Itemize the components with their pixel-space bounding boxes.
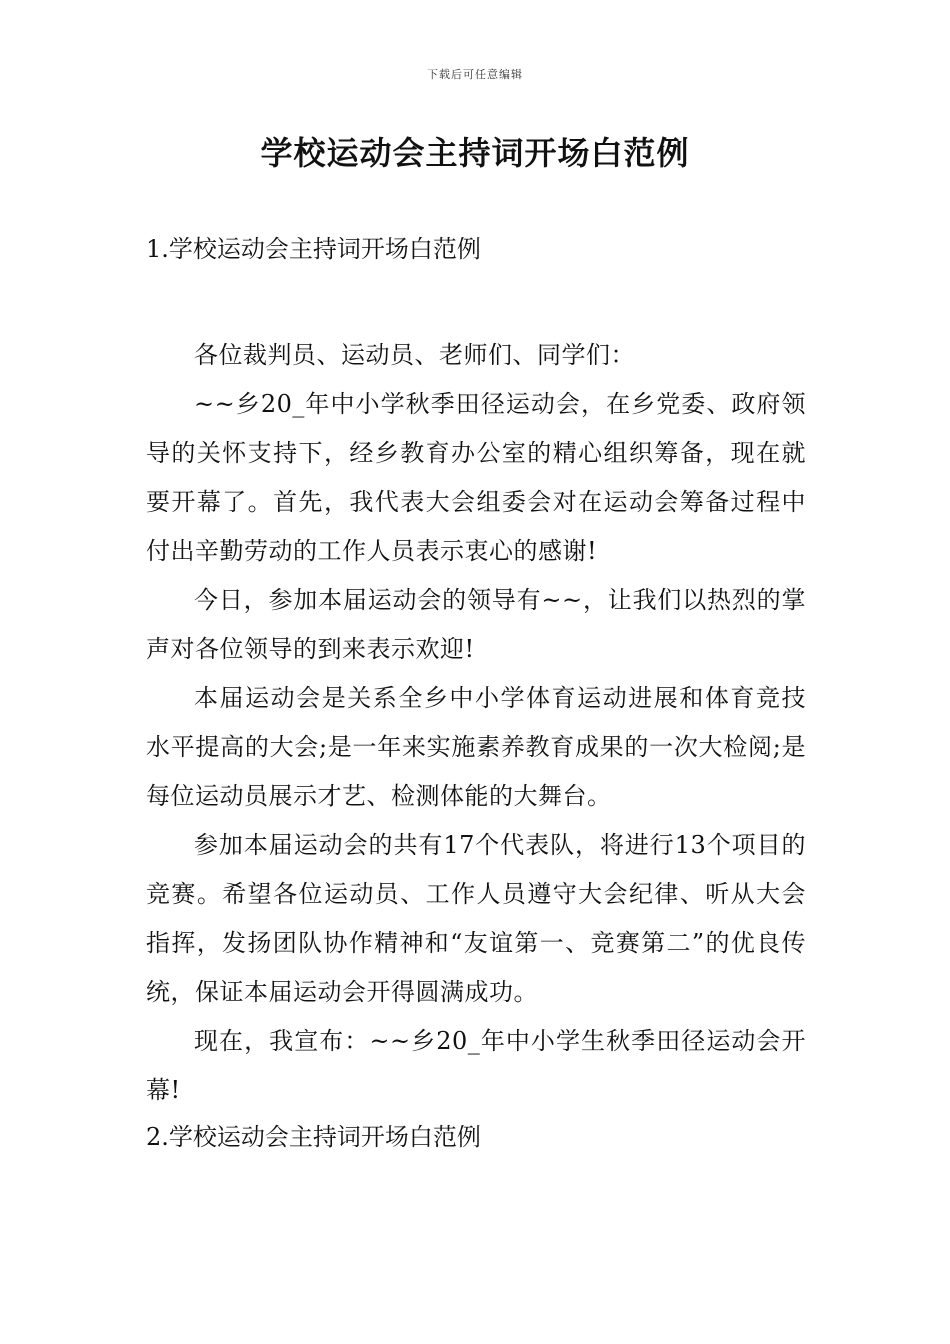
header-note: 下载后可任意编辑 — [427, 68, 523, 81]
document-title: 学校运动会主持词开场白范例 — [260, 134, 690, 172]
paragraph-participants: 参加本届运动会的共有17个代表队，将进行13个项目的竞赛。希望各位运动员、工作人员遵守大会纪律、听从大会指挥，发扬团队协作精神和“友谊第一、竞赛第二”的优良传统，保证本届运动会开得圆满成功。 — [146, 831, 806, 1006]
spacer — [146, 269, 806, 331]
paragraph-greeting: 各位裁判员、运动员、老师们、同学们： — [194, 341, 635, 369]
document-body — [146, 229, 806, 1157]
paragraph-declaration: 现在，我宣布：~~乡20_年中小学生秋季田径运动会开幕! — [146, 1027, 806, 1104]
paragraph-significance: 本届运动会是关系全乡中小学体育运动进展和体育竞技水平提高的大会;是一年来实施素养教育成果的一次大检阅;是每位运动员展示才艺、检测体能的大舞台。 — [146, 684, 806, 810]
paragraph-leaders: 今日，参加本届运动会的领导有~~，让我们以热烈的掌声对各位领导的到来表示欢迎! — [146, 586, 806, 663]
section-heading-1: 1.学校运动会主持词开场白范例 — [146, 235, 481, 263]
section-heading-2: 2.学校运动会主持词开场白范例 — [146, 1123, 481, 1151]
paragraph-opening: ~~乡20_年中小学秋季田径运动会，在乡党委、政府领导的关怀支持下，经乡教育办公室的精心组织筹备，现在就要开幕了。首先，我代表大会组委会对在运动会筹备过程中付出辛勤劳动的工作人员表示衷心的感谢! — [146, 390, 806, 565]
